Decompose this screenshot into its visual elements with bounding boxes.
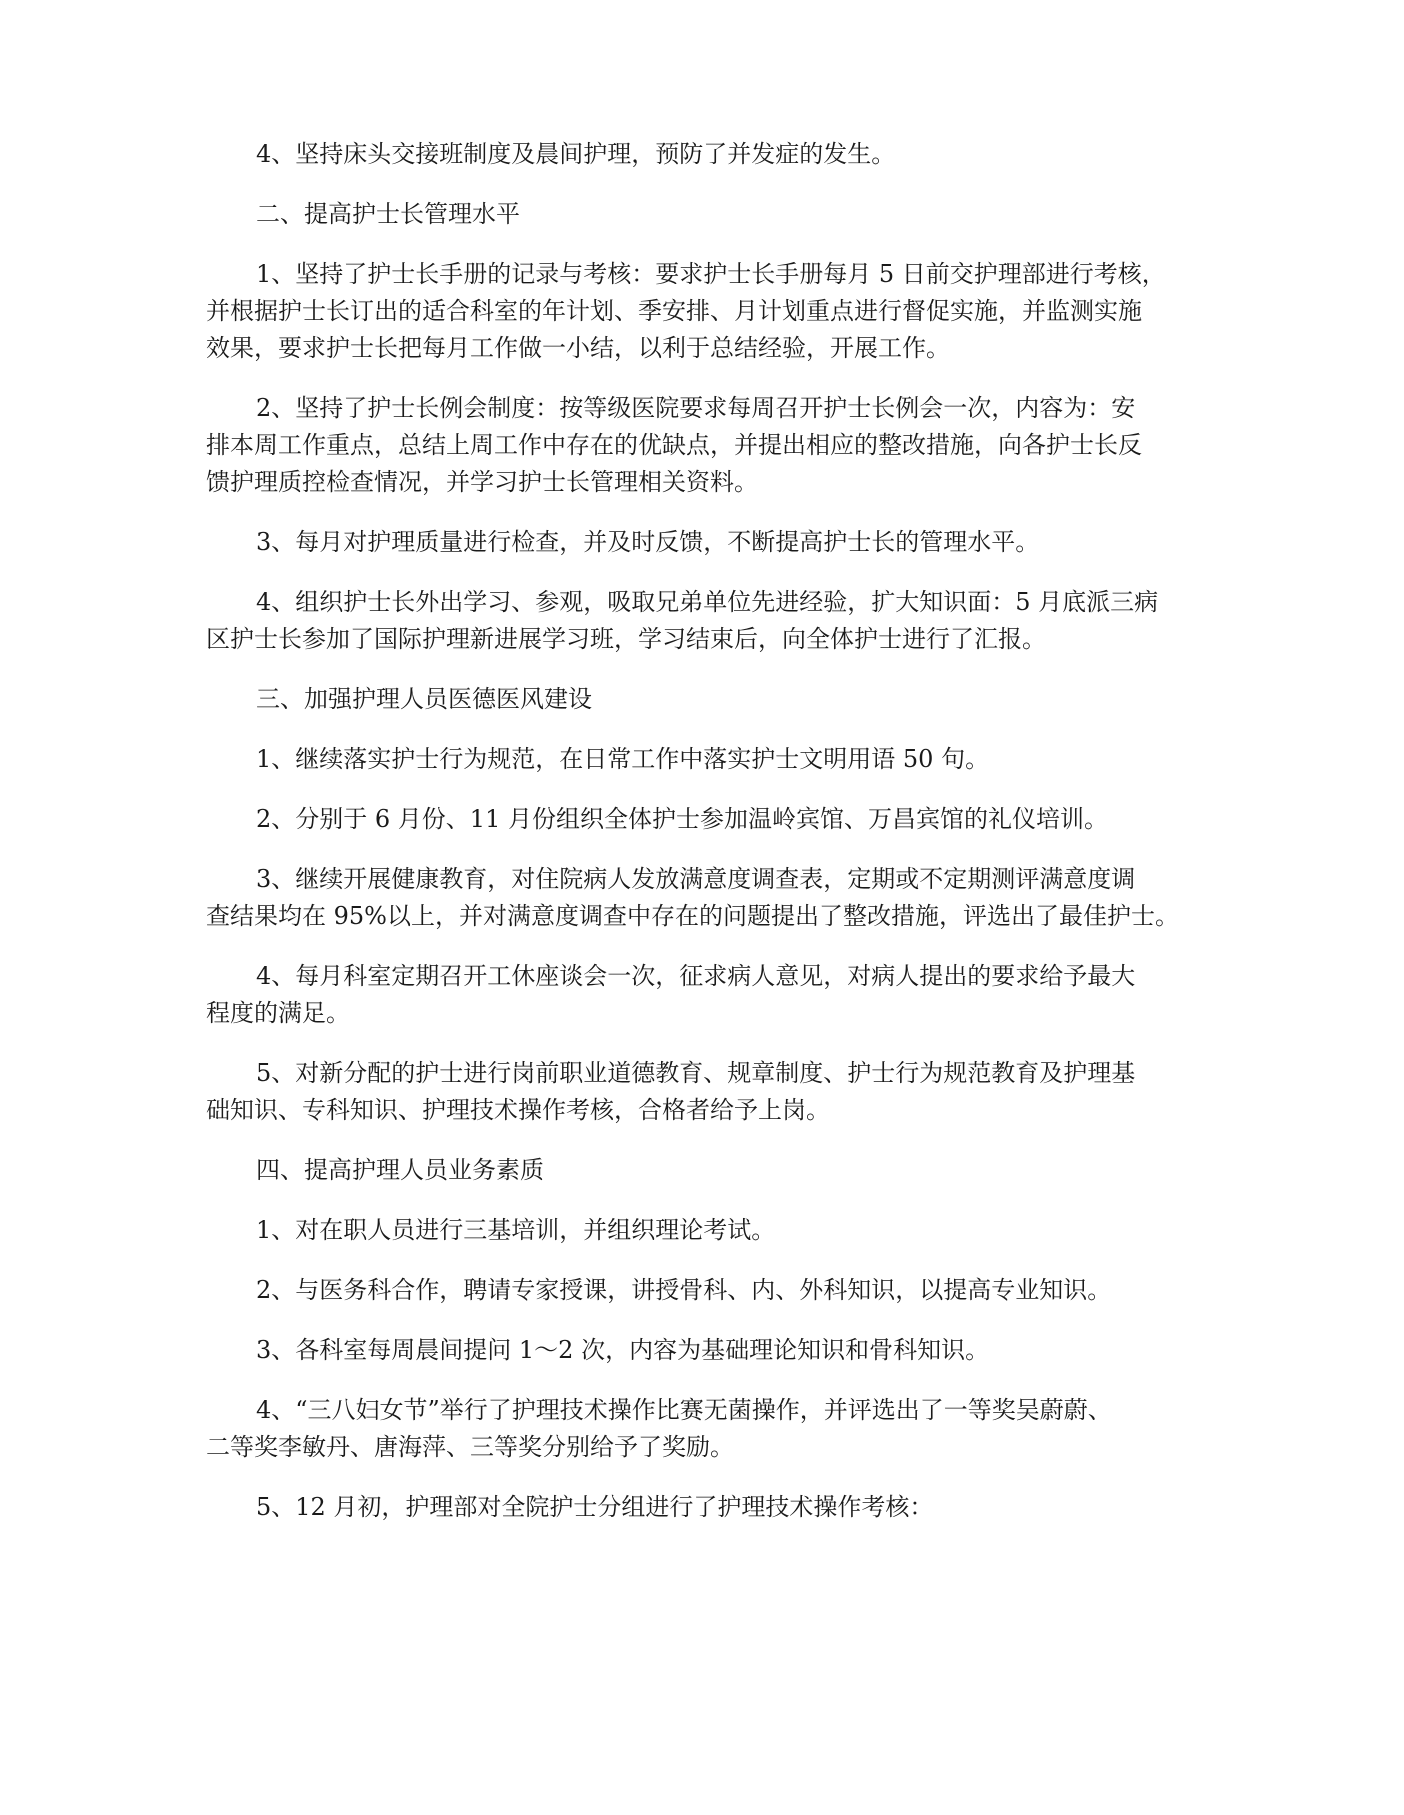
paragraph-etiquette-training: 2、分别于 6 月份、11 月份组织全体护士参加温岭宾馆、万昌宾馆的礼仪培训。	[256, 805, 1108, 833]
paragraph-three-basics-training: 1、对在职人员进行三基培训，并组织理论考试。	[256, 1216, 776, 1244]
paragraph-skill-assessment: 5、12 月初，护理部对全院护士分组进行了护理技术操作考核：	[256, 1493, 934, 1521]
paragraph-womens-day-contest	[206, 1392, 1216, 1466]
paragraph-line: 4、“三八妇女节”举行了护理技术操作比赛无菌操作，并评选出了一等奖吴蔚蔚、	[256, 1396, 1112, 1424]
paragraph-line: 程度的满足。	[206, 999, 350, 1027]
section-heading-professional-quality: 四、提高护理人员业务素质	[256, 1156, 544, 1184]
paragraph-line: 4、组织护士长外出学习、参观，吸取兄弟单位先进经验，扩大知识面：5 月底派三病	[256, 588, 1159, 616]
paragraph-line: 5、对新分配的护士进行岗前职业道德教育、规章制度、护士行为规范教育及护理基	[256, 1059, 1136, 1087]
paragraph-line: 排本周工作重点，总结上周工作中存在的优缺点，并提出相应的整改措施，向各护士长反	[206, 431, 1142, 459]
paragraph-line: 二等奖李敏丹、唐海萍、三等奖分别给予了奖励。	[206, 1433, 734, 1461]
paragraph-nurse-conduct: 1、继续落实护士行为规范，在日常工作中落实护士文明用语 50 句。	[256, 745, 990, 773]
paragraph-head-nurse-handbook	[206, 256, 1216, 367]
paragraph-line: 区护士长参加了国际护理新进展学习班，学习结束后，向全体护士进行了汇报。	[206, 625, 1046, 653]
paragraph-line: 馈护理质控检查情况，并学习护士长管理相关资料。	[206, 468, 758, 496]
paragraph-morning-questions: 3、各科室每周晨间提问 1～2 次，内容为基础理论知识和骨科知识。	[256, 1336, 990, 1364]
paragraph-patient-forum	[206, 958, 1216, 1032]
paragraph-line: 并根据护士长订出的适合科室的年计划、季安排、月计划重点进行督促实施，并监测实施	[206, 297, 1142, 325]
paragraph-health-education	[206, 861, 1216, 935]
paragraph-expert-lectures: 2、与医务科合作，聘请专家授课，讲授骨科、内、外科知识，以提高专业知识。	[256, 1276, 1112, 1304]
paragraph-line: 效果，要求护士长把每月工作做一小结，以利于总结经验，开展工作。	[206, 334, 950, 362]
paragraph-bedside-handover: 4、坚持床头交接班制度及晨间护理，预防了并发症的发生。	[256, 140, 896, 168]
section-heading-head-nurse-management: 二、提高护士长管理水平	[256, 200, 520, 228]
document-body	[206, 136, 1216, 1549]
paragraph-line: 4、每月科室定期召开工休座谈会一次，征求病人意见，对病人提出的要求给予最大	[256, 962, 1136, 990]
section-heading-medical-ethics: 三、加强护理人员医德医风建设	[256, 685, 592, 713]
paragraph-line: 3、继续开展健康教育，对住院病人发放满意度调查表，定期或不定期测评满意度调	[256, 865, 1136, 893]
paragraph-head-nurse-meeting	[206, 390, 1216, 501]
paragraph-line: 1、坚持了护士长手册的记录与考核：要求护士长手册每月 5 日前交护理部进行考核，	[256, 260, 1166, 288]
paragraph-monthly-quality-check: 3、每月对护理质量进行检查，并及时反馈，不断提高护士长的管理水平。	[256, 528, 1040, 556]
paragraph-line: 础知识、专科知识、护理技术操作考核，合格者给予上岗。	[206, 1096, 830, 1124]
paragraph-line: 2、坚持了护士长例会制度：按等级医院要求每周召开护士长例会一次，内容为：安	[256, 394, 1136, 422]
paragraph-external-study	[206, 584, 1216, 658]
paragraph-new-nurse-training	[206, 1055, 1216, 1129]
paragraph-line: 查结果均在 95%以上，并对满意度调查中存在的问题提出了整改措施，评选出了最佳护士。	[206, 902, 1179, 930]
